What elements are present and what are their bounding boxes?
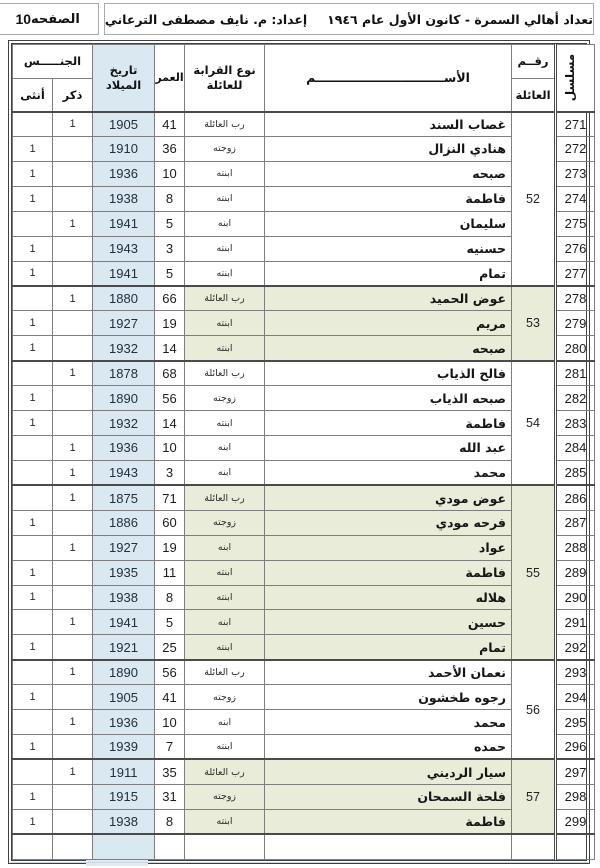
relation-cell: زوجته [185, 685, 265, 710]
relation-cell: رب العائلة [185, 112, 265, 137]
table-row [13, 336, 595, 361]
age-cell: 8 [155, 809, 185, 834]
relation-cell: ابنه [185, 460, 265, 485]
relation-cell [185, 834, 265, 859]
male-cell: 1 [53, 211, 93, 236]
female-cell [13, 211, 53, 236]
male-cell [53, 336, 93, 361]
age-cell [155, 834, 185, 859]
female-cell: 1 [13, 386, 53, 411]
serial-cell: 296 [556, 735, 595, 760]
header-name: الأســــــــــــــــــــــــــــــم [265, 45, 512, 112]
next-page-edge-line [10, 862, 588, 863]
male-cell: 1 [53, 535, 93, 560]
birth-year-cell: 1875 [93, 485, 155, 510]
female-cell: 1 [13, 261, 53, 286]
serial-cell: 287 [556, 510, 595, 535]
male-cell [53, 261, 93, 286]
female-cell [13, 361, 53, 386]
relation-cell: ابنه [185, 211, 265, 236]
relation-cell: ابنته [185, 411, 265, 436]
table-row [13, 535, 595, 560]
relation-cell: ابنته [185, 635, 265, 660]
female-cell: 1 [13, 560, 53, 585]
female-cell: 1 [13, 735, 53, 760]
serial-cell: 277 [556, 261, 595, 286]
male-cell [53, 809, 93, 834]
table-frame [8, 40, 590, 864]
serial-cell: 292 [556, 635, 595, 660]
female-cell: 1 [13, 311, 53, 336]
female-cell: 1 [13, 161, 53, 186]
age-cell: 56 [155, 386, 185, 411]
relation-cell: ابنته [185, 336, 265, 361]
age-cell: 71 [155, 485, 185, 510]
name-cell: حمده [265, 735, 512, 760]
serial-cell: 278 [556, 286, 595, 311]
header-serial-label: مسلسل [562, 54, 577, 102]
relation-cell: ابنه [185, 535, 265, 560]
header-male: ذكر [53, 79, 93, 112]
female-cell: 1 [13, 809, 53, 834]
age-cell: 66 [155, 286, 185, 311]
table-row [13, 186, 595, 211]
table-row [13, 435, 595, 460]
female-cell [13, 286, 53, 311]
female-cell [13, 485, 53, 510]
serial-cell: 288 [556, 535, 595, 560]
family-number-cell [512, 834, 556, 859]
male-cell [53, 386, 93, 411]
table-row [13, 386, 595, 411]
birth-year-cell: 1890 [93, 386, 155, 411]
name-cell: فالح الذياب [265, 361, 512, 386]
male-cell [53, 685, 93, 710]
header-female: أنثى [13, 79, 53, 112]
table-row [13, 635, 595, 660]
male-cell: 1 [53, 361, 93, 386]
male-cell: 1 [53, 660, 93, 685]
male-cell: 1 [53, 286, 93, 311]
birth-year-cell: 1938 [93, 585, 155, 610]
name-cell: صبحه [265, 336, 512, 361]
male-cell: 1 [53, 759, 93, 784]
serial-cell: 283 [556, 411, 595, 436]
table-row [13, 460, 595, 485]
name-cell: فرحه مودي [265, 510, 512, 535]
serial-cell: 293 [556, 660, 595, 685]
relation-cell: ابنته [185, 311, 265, 336]
table-row [13, 610, 595, 635]
birth-year-cell: 1915 [93, 784, 155, 809]
table-row [13, 411, 595, 436]
relation-cell: ابنته [185, 585, 265, 610]
age-cell: 3 [155, 460, 185, 485]
table-row [13, 809, 595, 834]
table-row [13, 759, 595, 784]
table-row [13, 361, 595, 386]
table-row [13, 161, 595, 186]
age-cell: 3 [155, 236, 185, 261]
page-number-box [0, 3, 99, 35]
age-cell: 35 [155, 759, 185, 784]
age-cell: 10 [155, 710, 185, 735]
header-gender: الجنـــــس [13, 45, 93, 79]
name-cell: تمام [265, 635, 512, 660]
serial-cell: 273 [556, 161, 595, 186]
table-row [13, 735, 595, 760]
table-row [13, 485, 595, 510]
birth-year-cell: 1943 [93, 460, 155, 485]
family-number-cell: 53 [512, 286, 556, 361]
female-cell [13, 834, 53, 859]
header-birth-date: تاريخ الميلاد [93, 45, 155, 112]
male-cell: 1 [53, 435, 93, 460]
female-cell [13, 610, 53, 635]
name-cell: سليمان [265, 211, 512, 236]
header-family-number-top: رقــم [512, 45, 556, 79]
page-label: الصفحه [31, 11, 80, 27]
female-cell: 1 [13, 136, 53, 161]
relation-cell: زوجته [185, 784, 265, 809]
relation-cell: ابنه [185, 435, 265, 460]
birth-year-cell: 1886 [93, 510, 155, 535]
name-cell: غصاب السند [265, 112, 512, 137]
serial-cell: 298 [556, 784, 595, 809]
page-number: 10 [15, 11, 32, 27]
female-cell: 1 [13, 336, 53, 361]
name-cell: صبحه [265, 161, 512, 186]
male-cell: 1 [53, 610, 93, 635]
age-cell: 14 [155, 411, 185, 436]
name-cell: هلاله [265, 585, 512, 610]
relation-cell: ابنه [185, 610, 265, 635]
table-row [13, 261, 595, 286]
relation-cell: ابنته [185, 809, 265, 834]
serial-cell: 294 [556, 685, 595, 710]
age-cell: 5 [155, 211, 185, 236]
name-cell: تمام [265, 261, 512, 286]
birth-year-cell: 1941 [93, 610, 155, 635]
age-cell: 5 [155, 610, 185, 635]
relation-cell: رب العائلة [185, 485, 265, 510]
relation-cell: زوجته [185, 510, 265, 535]
header-age: العمر [155, 45, 185, 112]
table-row [13, 585, 595, 610]
age-cell: 7 [155, 735, 185, 760]
serial-cell: 286 [556, 485, 595, 510]
relation-cell: ابنه [185, 710, 265, 735]
table-header [13, 45, 595, 112]
birth-year-cell: 1910 [93, 136, 155, 161]
serial-cell: 274 [556, 186, 595, 211]
serial-cell: 272 [556, 136, 595, 161]
table-row [13, 112, 595, 137]
male-cell [53, 560, 93, 585]
female-cell [13, 710, 53, 735]
name-cell: محمد [265, 460, 512, 485]
female-cell: 1 [13, 510, 53, 535]
name-cell: محمد [265, 710, 512, 735]
female-cell: 1 [13, 635, 53, 660]
female-cell: 1 [13, 784, 53, 809]
relation-cell: ابنته [185, 161, 265, 186]
age-cell: 14 [155, 336, 185, 361]
age-cell: 56 [155, 660, 185, 685]
name-cell: عواد [265, 535, 512, 560]
male-cell [53, 735, 93, 760]
birth-year-cell: 1936 [93, 435, 155, 460]
prepared-by: إعداد: م. نايف مصطفى الترعاني [104, 11, 308, 27]
name-cell: سيار الرديني [265, 759, 512, 784]
male-cell [53, 236, 93, 261]
table-row [13, 560, 595, 585]
age-cell: 19 [155, 535, 185, 560]
table-row [13, 510, 595, 535]
male-cell [53, 186, 93, 211]
female-cell: 1 [13, 585, 53, 610]
serial-cell: 285 [556, 460, 595, 485]
serial-cell: 276 [556, 236, 595, 261]
relation-cell: ابنته [185, 236, 265, 261]
age-cell: 60 [155, 510, 185, 535]
relation-cell: زوجته [185, 386, 265, 411]
female-cell: 1 [13, 685, 53, 710]
birth-year-cell: 1941 [93, 261, 155, 286]
relation-cell: رب العائلة [185, 660, 265, 685]
name-cell: فاطمة [265, 809, 512, 834]
birth-year-cell: 1938 [93, 186, 155, 211]
table-row [13, 660, 595, 685]
age-cell: 10 [155, 435, 185, 460]
birth-year-cell: 1927 [93, 535, 155, 560]
male-cell [53, 136, 93, 161]
male-cell [53, 784, 93, 809]
female-cell [13, 759, 53, 784]
relation-cell: ابنته [185, 186, 265, 211]
female-cell: 1 [13, 411, 53, 436]
table-row [13, 710, 595, 735]
birth-year-cell: 1936 [93, 161, 155, 186]
name-cell: حسنيه [265, 236, 512, 261]
serial-cell: 290 [556, 585, 595, 610]
census-table-body [13, 112, 595, 860]
birth-year-cell: 1890 [93, 660, 155, 685]
serial-cell: 284 [556, 435, 595, 460]
family-number-cell: 57 [512, 759, 556, 834]
serial-cell: 280 [556, 336, 595, 361]
table-row [13, 236, 595, 261]
female-cell [13, 660, 53, 685]
header-relation: نوع القرابة للعائلة [185, 45, 265, 112]
birth-year-cell: 1927 [93, 311, 155, 336]
birth-year-cell: 1936 [93, 710, 155, 735]
next-page-birth-column-stub [86, 860, 148, 866]
age-cell: 68 [155, 361, 185, 386]
age-cell: 31 [155, 784, 185, 809]
birth-year-cell: 1878 [93, 361, 155, 386]
birth-year-cell: 1938 [93, 809, 155, 834]
age-cell: 11 [155, 560, 185, 585]
birth-year-cell [93, 834, 155, 859]
female-cell [13, 112, 53, 137]
birth-year-cell: 1911 [93, 759, 155, 784]
male-cell [53, 311, 93, 336]
serial-cell: 271 [556, 112, 595, 137]
serial-cell: 291 [556, 610, 595, 635]
male-cell [53, 585, 93, 610]
name-cell: فلحة السمحان [265, 784, 512, 809]
name-cell: فاطمة [265, 186, 512, 211]
female-cell: 1 [13, 186, 53, 211]
table-row [13, 211, 595, 236]
name-cell: عبد الله [265, 435, 512, 460]
serial-cell: 275 [556, 211, 595, 236]
name-cell: هنادي النزال [265, 136, 512, 161]
name-cell: عوض مودي [265, 485, 512, 510]
birth-year-cell: 1939 [93, 735, 155, 760]
name-cell [265, 834, 512, 859]
table-row [13, 834, 595, 859]
male-cell [53, 161, 93, 186]
top-bar [4, 3, 594, 35]
age-cell: 5 [155, 261, 185, 286]
relation-cell: رب العائلة [185, 759, 265, 784]
male-cell [53, 411, 93, 436]
age-cell: 19 [155, 311, 185, 336]
serial-cell: 281 [556, 361, 595, 386]
serial-cell: 295 [556, 710, 595, 735]
birth-year-cell: 1943 [93, 236, 155, 261]
family-number-cell: 54 [512, 361, 556, 486]
name-cell: رجوه طخشون [265, 685, 512, 710]
table-row [13, 311, 595, 336]
birth-year-cell: 1905 [93, 685, 155, 710]
table-row [13, 136, 595, 161]
female-cell [13, 460, 53, 485]
table-row [13, 286, 595, 311]
relation-cell: ابنته [185, 735, 265, 760]
male-cell [53, 635, 93, 660]
male-cell: 1 [53, 485, 93, 510]
name-cell: فاطمة [265, 411, 512, 436]
female-cell [13, 435, 53, 460]
name-cell: مريم [265, 311, 512, 336]
header-serial [556, 45, 595, 112]
age-cell: 10 [155, 161, 185, 186]
serial-cell: 289 [556, 560, 595, 585]
male-cell [53, 510, 93, 535]
female-cell [13, 535, 53, 560]
table-row [13, 685, 595, 710]
age-cell: 36 [155, 136, 185, 161]
relation-cell: رب العائلة [185, 361, 265, 386]
census-table [12, 44, 595, 860]
family-number-cell: 52 [512, 112, 556, 286]
age-cell: 8 [155, 585, 185, 610]
name-cell: صبحه الذياب [265, 386, 512, 411]
family-number-cell: 56 [512, 660, 556, 760]
birth-year-cell: 1880 [93, 286, 155, 311]
serial-cell [556, 834, 595, 859]
age-cell: 8 [155, 186, 185, 211]
birth-year-cell: 1941 [93, 211, 155, 236]
male-cell: 1 [53, 112, 93, 137]
age-cell: 41 [155, 112, 185, 137]
census-title: تعداد أهالي السمرة - كانون الأول عام ١٩٤٦ [327, 11, 593, 27]
serial-cell: 299 [556, 809, 595, 834]
relation-cell: ابنته [185, 560, 265, 585]
name-cell: حسين [265, 610, 512, 635]
serial-cell: 282 [556, 386, 595, 411]
table-row [13, 784, 595, 809]
header-family-number-bottom: العائلة [512, 79, 556, 112]
male-cell [53, 834, 93, 859]
family-number-cell: 55 [512, 485, 556, 659]
age-cell: 25 [155, 635, 185, 660]
name-cell: فاطمة [265, 560, 512, 585]
name-cell: نعمان الأحمد [265, 660, 512, 685]
serial-cell: 279 [556, 311, 595, 336]
birth-year-cell: 1935 [93, 560, 155, 585]
birth-year-cell: 1932 [93, 411, 155, 436]
serial-cell: 297 [556, 759, 595, 784]
relation-cell: زوجته [185, 136, 265, 161]
age-cell: 41 [155, 685, 185, 710]
birth-year-cell: 1932 [93, 336, 155, 361]
female-cell: 1 [13, 236, 53, 261]
male-cell: 1 [53, 710, 93, 735]
birth-year-cell: 1921 [93, 635, 155, 660]
birth-year-cell: 1905 [93, 112, 155, 137]
name-cell: عوض الحميد [265, 286, 512, 311]
relation-cell: ابنته [185, 261, 265, 286]
document-title-box [104, 3, 594, 35]
male-cell: 1 [53, 460, 93, 485]
relation-cell: رب العائلة [185, 286, 265, 311]
